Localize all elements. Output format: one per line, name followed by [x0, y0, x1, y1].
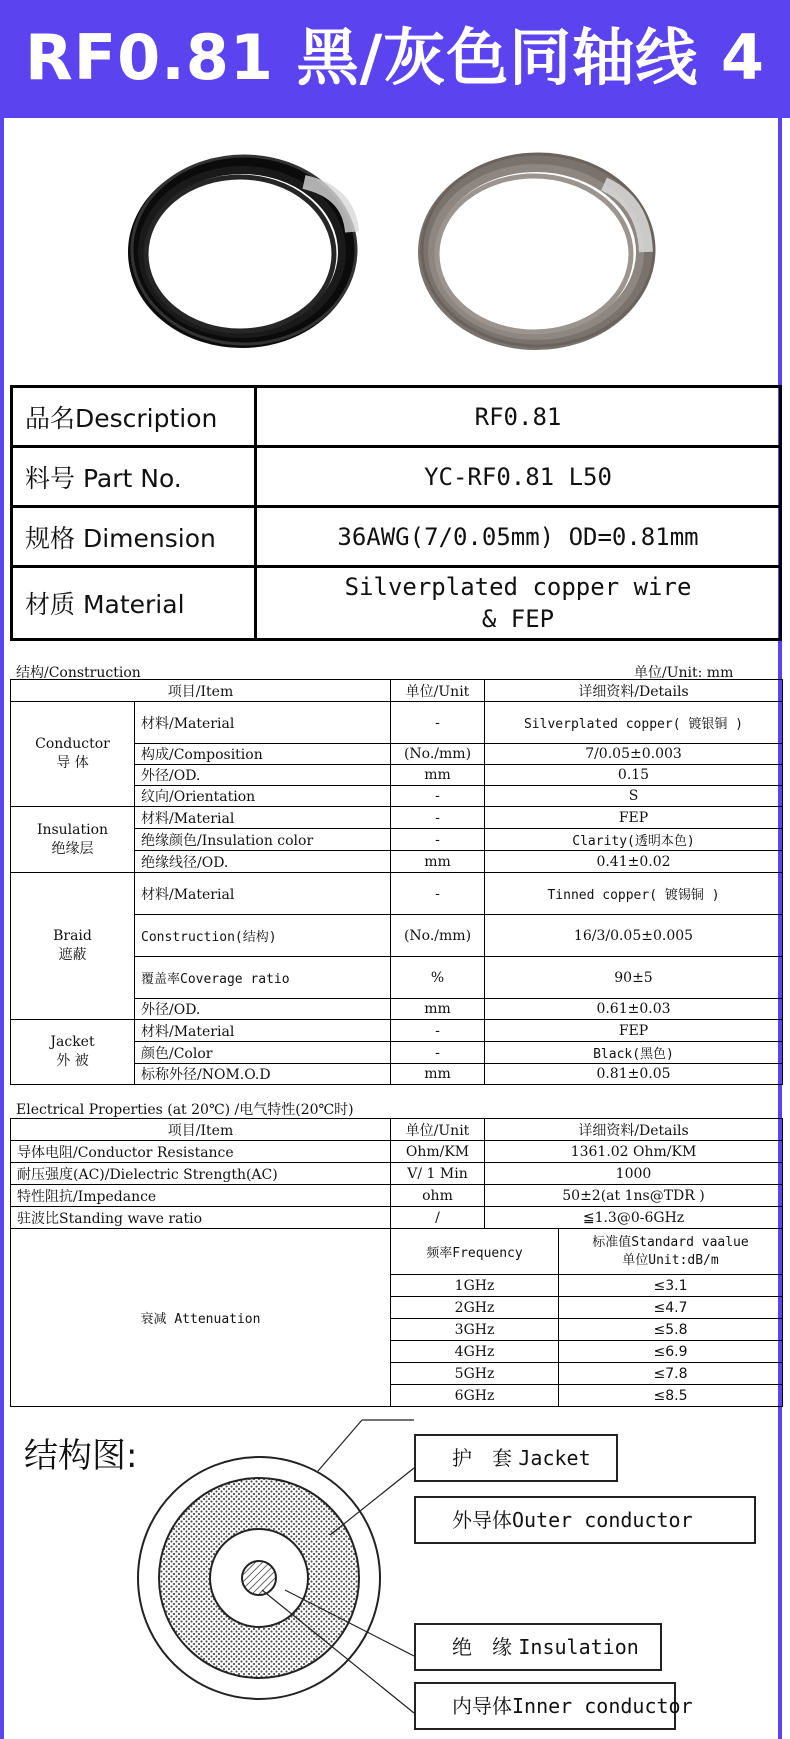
group-name-en: Jacket — [50, 1034, 95, 1050]
inner-conductor-label — [414, 1682, 693, 1730]
spec-value — [256, 567, 781, 640]
frequency-cell: 2GHz — [391, 1297, 559, 1319]
label-en: Inner conductor — [512, 1694, 693, 1718]
frequency-cell: 4GHz — [391, 1341, 559, 1363]
label-cn: 外导体 — [452, 1508, 512, 1532]
spec-value: 36AWG(7/0.05mm) OD=0.81mm — [256, 507, 781, 567]
header-item: 项目/Item — [11, 680, 391, 702]
unit-cell: V/ 1 Min — [391, 1163, 485, 1185]
header-item: 项目/Item — [11, 1119, 391, 1141]
spec-row — [12, 387, 781, 447]
table-row — [11, 807, 783, 829]
header-unit: 单位/Unit — [391, 680, 485, 702]
value-cell: ≤8.5 — [559, 1385, 783, 1407]
group-jacket — [11, 1020, 135, 1085]
value-cell: ≤5.8 — [559, 1319, 783, 1341]
group-name-cn: 外 被 — [56, 1053, 89, 1069]
table-row — [11, 873, 783, 915]
structure-title: 结构图: — [24, 1436, 138, 1476]
frequency-cell: 6GHz — [391, 1385, 559, 1407]
spec-key: 料号 Part No. — [12, 447, 256, 507]
table-row — [11, 702, 783, 744]
details-cell: 0.81±0.05 — [485, 1064, 783, 1085]
header-details: 详细资料/Details — [485, 680, 783, 702]
product-photos — [4, 122, 782, 382]
item-cell: 外径/OD. — [135, 999, 391, 1020]
group-braid — [11, 873, 135, 1020]
unit-cell: ohm — [391, 1185, 485, 1207]
spec-value-line: & FEP — [481, 605, 555, 633]
group-conductor — [11, 702, 135, 807]
spec-value-line: Silverplated copper wire — [344, 573, 692, 601]
item-cell: 绝缘颜色/Insulation color — [135, 829, 391, 851]
insulation-label — [414, 1623, 662, 1671]
item-cell: 材料/Material — [135, 807, 391, 829]
unit-cell: (No./mm) — [391, 915, 485, 957]
unit-cell: - — [391, 702, 485, 744]
grey-cable-coil-image — [422, 154, 654, 346]
electrical-caption: Electrical Properties (at 20℃) /电气特性(20℃时) — [16, 1102, 354, 1118]
item-cell: 纹向/Orientation — [135, 786, 391, 807]
group-name-cn: 导 体 — [56, 755, 89, 771]
item-cell: 材料/Material — [135, 1020, 391, 1042]
spec-value: YC-RF0.81 L50 — [256, 447, 781, 507]
header-unit: 单位/Unit — [391, 1119, 485, 1141]
spec-row — [12, 447, 781, 507]
item-cell: 耐压强度(AC)/Dielectric Strength(AC) — [11, 1163, 391, 1185]
construction-table — [10, 679, 783, 1085]
details-cell: 50±2(at 1ns@TDR ) — [485, 1185, 783, 1207]
label-en: Outer conductor — [512, 1508, 693, 1532]
unit-caption: 单位/Unit: mm — [634, 665, 734, 681]
table-row — [11, 1185, 783, 1207]
details-cell: 90±5 — [485, 957, 783, 999]
details-cell: S — [485, 786, 783, 807]
details-cell: 0.61±0.03 — [485, 999, 783, 1020]
table-row — [11, 1020, 783, 1042]
inner-conductor-core — [242, 1561, 276, 1595]
item-cell: 颜色/Color — [135, 1042, 391, 1064]
unit-cell: - — [391, 829, 485, 851]
details-cell: ≦1.3@0-6GHz — [485, 1207, 783, 1229]
frequency-cell: 5GHz — [391, 1363, 559, 1385]
table-row — [11, 1207, 783, 1229]
outer-conductor-label — [414, 1496, 756, 1544]
unit-cell: - — [391, 873, 485, 915]
value-cell: ≤6.9 — [559, 1341, 783, 1363]
spec-key: 品名Description — [12, 387, 256, 447]
table-header-row — [11, 680, 783, 702]
details-cell: Black(黑色) — [485, 1042, 783, 1064]
details-cell: 7/0.05±0.003 — [485, 744, 783, 765]
group-name-cn: 遮蔽 — [58, 947, 87, 963]
jacket-label — [414, 1434, 618, 1482]
group-insulation — [11, 807, 135, 873]
spec-row — [12, 507, 781, 567]
item-cell: 覆盖率Coverage ratio — [135, 957, 391, 999]
frequency-cell: 3GHz — [391, 1319, 559, 1341]
value-cell: ≤7.8 — [559, 1363, 783, 1385]
unit-cell: - — [391, 1020, 485, 1042]
details-cell: FEP — [485, 807, 783, 829]
frequency-cell: 1GHz — [391, 1275, 559, 1297]
unit-cell: mm — [391, 999, 485, 1020]
item-cell: 导体电阻/Conductor Resistance — [11, 1141, 391, 1163]
frequency-header: 频率Frequency — [391, 1229, 559, 1275]
table-row — [11, 1141, 783, 1163]
item-cell: 标称外径/NOM.O.D — [135, 1064, 391, 1085]
item-cell: 外径/OD. — [135, 765, 391, 786]
item-cell: 特性阻抗/Impedance — [11, 1185, 391, 1207]
label-cn: 绝 缘 — [452, 1635, 512, 1659]
unit-cell: mm — [391, 851, 485, 873]
attenuation-label: 衰减 Attenuation — [11, 1229, 391, 1407]
header-details: 详细资料/Details — [485, 1119, 783, 1141]
standard-header-line: 单位Unit:dB/m — [622, 1252, 719, 1268]
unit-cell: / — [391, 1207, 485, 1229]
group-name-cn: 绝缘层 — [51, 840, 94, 857]
value-cell: ≤3.1 — [559, 1275, 783, 1297]
group-name-en: Insulation — [36, 821, 109, 838]
unit-cell: - — [391, 786, 485, 807]
group-name-en: Braid — [53, 928, 92, 944]
unit-cell: - — [391, 1042, 485, 1064]
label-en: Insulation — [518, 1635, 639, 1659]
details-cell: 16/3/0.05±0.005 — [485, 915, 783, 957]
item-cell: 材料/Material — [135, 873, 391, 915]
spec-key: 材质 Material — [12, 567, 256, 640]
spec-value: RF0.81 — [256, 387, 781, 447]
unit-cell: % — [391, 957, 485, 999]
item-cell: 驻波比Standing wave ratio — [11, 1207, 391, 1229]
unit-cell: Ohm/KM — [391, 1141, 485, 1163]
label-en: Jacket — [518, 1446, 591, 1470]
item-cell: Construction(结构) — [135, 915, 391, 957]
item-cell: 构成/Composition — [135, 744, 391, 765]
standard-value-header — [559, 1229, 783, 1275]
construction-caption: 结构/Construction — [16, 665, 141, 681]
details-cell: 0.41±0.02 — [485, 851, 783, 873]
item-cell: 绝缘线径/OD. — [135, 851, 391, 873]
table-row — [11, 1163, 783, 1185]
spec-table — [10, 385, 782, 641]
details-cell: 1000 — [485, 1163, 783, 1185]
attenuation-table — [10, 1228, 783, 1407]
unit-cell: mm — [391, 1064, 485, 1085]
unit-cell: mm — [391, 765, 485, 786]
item-cell: 材料/Material — [135, 702, 391, 744]
details-cell: Tinned copper( 镀锡铜 ) — [485, 873, 783, 915]
details-cell: FEP — [485, 1020, 783, 1042]
electrical-table — [10, 1118, 783, 1229]
unit-cell: - — [391, 807, 485, 829]
details-cell: 1361.02 Ohm/KM — [485, 1141, 783, 1163]
group-name-en: Conductor — [35, 736, 110, 752]
label-cn: 护 套 — [452, 1446, 512, 1470]
standard-header-line: 标准值Standard vaalue — [592, 1234, 749, 1250]
value-cell: ≤4.7 — [559, 1297, 783, 1319]
spec-key: 规格 Dimension — [12, 507, 256, 567]
spec-row — [12, 567, 781, 640]
black-cable-coil-image — [132, 156, 356, 344]
table-header-row — [11, 1229, 783, 1275]
details-cell: Silverplated copper( 镀银铜 ) — [485, 702, 783, 744]
label-cn: 内导体 — [452, 1694, 512, 1718]
table-header-row — [11, 1119, 783, 1141]
unit-cell: (No./mm) — [391, 744, 485, 765]
details-cell: Clarity(透明本色) — [485, 829, 783, 851]
details-cell: 0.15 — [485, 765, 783, 786]
page-title: RF0.81 黑/灰色同轴线 4代 — [0, 0, 790, 118]
